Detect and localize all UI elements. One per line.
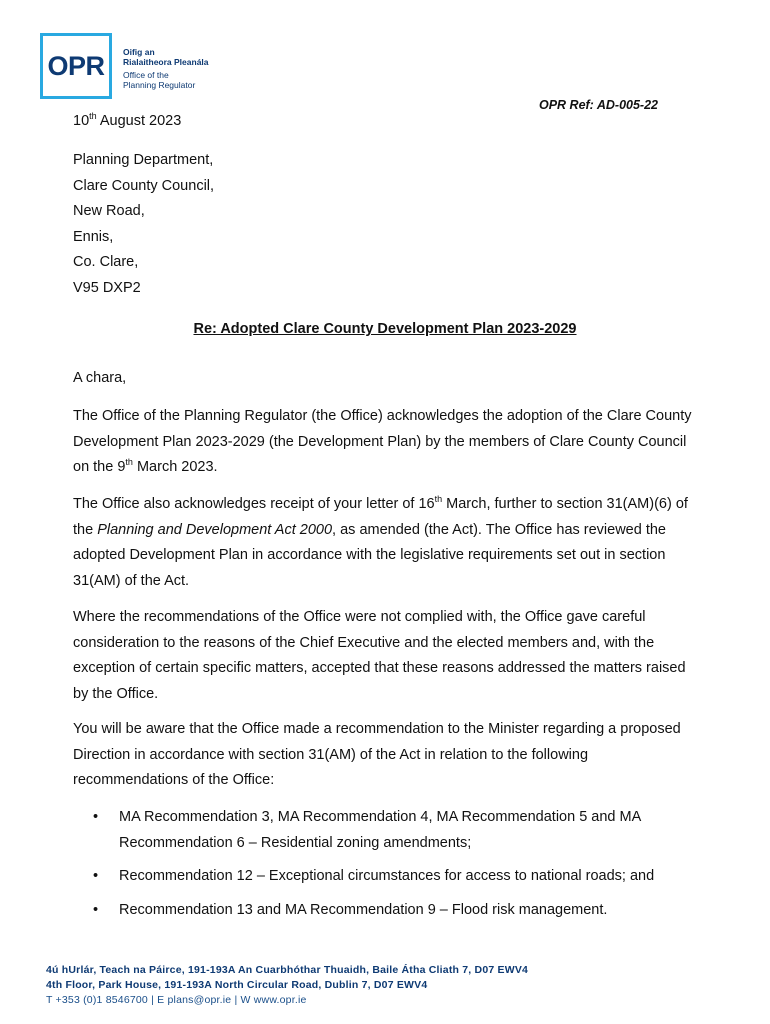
letter-date bbox=[73, 113, 181, 129]
address-line: New Road, bbox=[73, 203, 145, 219]
footer-web-link[interactable]: W www.opr.ie bbox=[240, 994, 307, 1006]
list-item bbox=[93, 864, 703, 890]
bullet-icon: • bbox=[93, 809, 99, 825]
address-line: Ennis, bbox=[73, 228, 114, 245]
footer-irish-address: 4ú hUrlár, Teach na Páirce, 191-193A An Cuarbhóthar Thuaidh, Baile Átha Cliath 7, D07 EWV4 bbox=[46, 964, 529, 976]
list-item-text: Recommendation 13 and MA Recommendation 9 – Flood risk management. bbox=[119, 901, 608, 918]
address-line: Planning Department, bbox=[73, 152, 214, 168]
recommendations-list bbox=[93, 805, 703, 931]
opr-logo-mark: OPR bbox=[40, 33, 112, 99]
paragraph-4: You will be aware that the Office made a recommendation to the Minister regarding a proposed Direction in accordance with section 31(AM) of the Act in relation to the following recommendations of the Office: bbox=[73, 721, 681, 788]
paragraph-3: Where the recommendations of the Office were not complied with, the Office gave careful consideration to the reasons of the Chief Executive and the elected members and, with the exception of certain specific matters, accepted that these reasons addressed the matters raised by the Office. bbox=[73, 609, 686, 702]
logo-english-line-2: Planning Regulator bbox=[123, 80, 196, 90]
address-line: Clare County Council, bbox=[73, 177, 215, 194]
footer-contact bbox=[46, 993, 528, 1008]
address-line: Co. Clare, bbox=[73, 254, 139, 270]
recipient-address bbox=[73, 148, 214, 301]
list-item-text: Recommendation 12 – Exceptional circumstances for access to national roads; and bbox=[119, 868, 655, 884]
list-item bbox=[93, 898, 703, 924]
paragraph-2-text: The Office also acknowledges receipt of your letter of 16 bbox=[73, 496, 435, 512]
paragraph-2-text-b: March, further to section 31(AM)(6) of the bbox=[73, 496, 688, 538]
date-day-suffix: th bbox=[89, 111, 97, 122]
logo-irish-line-2: Rialaitheora Pleanála bbox=[123, 57, 209, 67]
list-item bbox=[93, 805, 703, 856]
greeting: A chara, bbox=[73, 370, 127, 386]
address-line: V95 DXP2 bbox=[73, 279, 141, 296]
footer-english-address: 4th Floor, Park House, 191-193A North Circular Road, Dublin 7, D07 EWV4 bbox=[46, 979, 428, 991]
footer-separator: | bbox=[234, 994, 238, 1006]
opr-logo bbox=[40, 33, 209, 99]
footer-email-link[interactable]: E plans@opr.ie bbox=[157, 994, 232, 1006]
bullet-icon: • bbox=[93, 868, 99, 884]
date-day: 10 bbox=[73, 113, 90, 129]
paragraph-1-text: The Office of the Planning Regulator (the Office) acknowledges the adoption of the Clare County Development Plan 2023-2029 (the Development Plan) by the members of Clare County Council on the 9 bbox=[73, 408, 692, 475]
list-item-text: MA Recommendation 3, MA Recommendation 4, MA Recommendation 5 and MA Recommendation 6 – Residential zoning amendments; bbox=[119, 809, 641, 851]
logo-english-line-1: Office of the bbox=[123, 70, 169, 80]
paragraph-1-sup: th bbox=[125, 457, 133, 468]
logo-irish-line-1: Oifig an bbox=[123, 47, 155, 57]
page-footer bbox=[46, 963, 528, 1008]
date-rest: August 2023 bbox=[96, 113, 182, 129]
subject-line: Re: Adopted Clare County Development Plan 2023-2029 bbox=[193, 321, 577, 337]
reference-number: OPR Ref: AD-005-22 bbox=[538, 98, 658, 112]
paragraph-2-text-c: , as amended (the Act). The Office has reviewed the adopted Development Plan in accordance with the legislative requirements set out in section 31(AM) of the Act. bbox=[73, 521, 666, 589]
act-title: Planning and Development Act 2000 bbox=[97, 521, 333, 538]
paragraph-1 bbox=[73, 404, 693, 481]
paragraph-1-end: March 2023. bbox=[132, 459, 218, 475]
bullet-icon: • bbox=[93, 901, 99, 918]
opr-logo-text bbox=[123, 47, 209, 90]
footer-phone: T +353 (0)1 8546700 bbox=[46, 994, 148, 1006]
footer-separator: | bbox=[151, 994, 155, 1006]
paragraph-2 bbox=[73, 492, 693, 594]
paragraph-2-sup: th bbox=[434, 494, 443, 505]
